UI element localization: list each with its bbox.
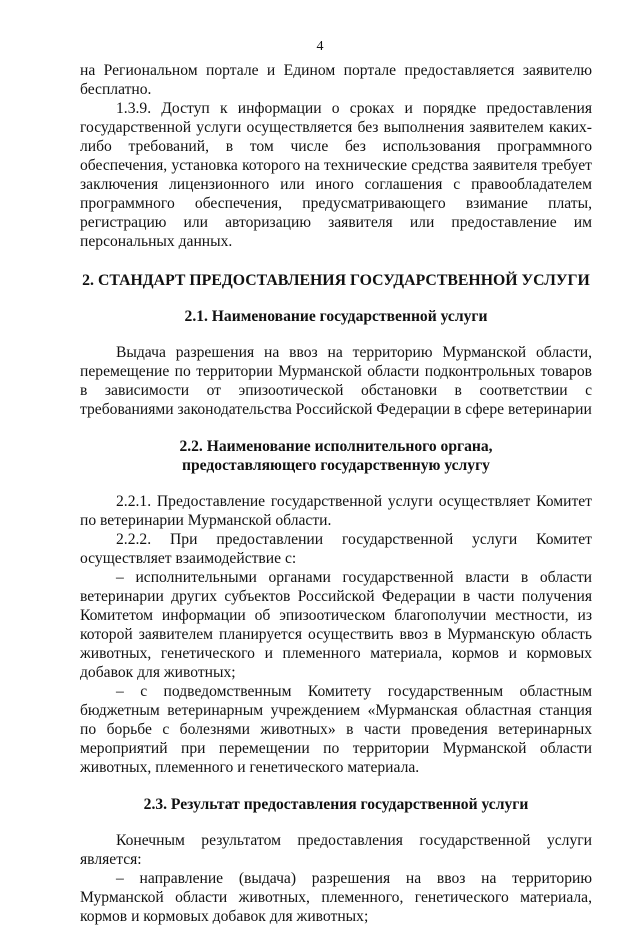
paragraph-2-2-2: 2.2.2. При предоставлении государственной услуги Комитет осуществляет взаимодействие с: bbox=[80, 531, 592, 567]
list-item-executive-bodies: – исполнительными органами государственной власти в области ветеринарии других субъектов Российской Федерации в части получения Комитетом информации об эпизоотическом благополучии местности, из которой заявителем планируется осуществить ввоз в Мурманскую область животных, генетического и племенного материала, кормов и кормовых добавок для животных; bbox=[80, 569, 592, 681]
paragraph-2-2-1: 2.2.1. Предоставление государственной услуги осуществляет Комитет по ветеринарии Мурманской области. bbox=[80, 493, 592, 529]
page-number: 4 bbox=[316, 39, 324, 54]
section-2-2-heading-line-2: предоставляющего государственную услугу bbox=[182, 457, 490, 474]
section-2-1-heading: 2.1. Наименование государственной услуги bbox=[184, 308, 488, 325]
paragraph-2-1: Выдача разрешения на ввоз на территорию Мурманской области, перемещение по территории Мурманской области подконтрольных товаров в зависимости от эпизоотической обстановки в соответствии с требованиями законодательства Российской Федерации в сфере ветеринарии bbox=[80, 344, 592, 418]
section-2-heading: 2. СТАНДАРТ ПРЕДОСТАВЛЕНИЯ ГОСУДАРСТВЕННОЙ УСЛУГИ bbox=[82, 272, 590, 289]
paragraph-1-3-9: 1.3.9. Доступ к информации о сроках и порядке предоставления государственной услуги осуществляется без выполнения заявителем каких-либо требований, в том числе без использования программного обеспечения, установка которого на технические средства заявителя требует заключения лицензионного или иного соглашения с правообладателем программного обеспечения, предусматривающего взимание платы, регистрацию или авторизацию заявителя или предоставление им персональных данных. bbox=[80, 100, 592, 250]
document-body bbox=[80, 61, 592, 926]
paragraph-intro: на Региональном портале и Едином портале предоставляется заявителю бесплатно. bbox=[80, 62, 592, 98]
section-2-2-heading bbox=[80, 437, 592, 475]
list-item-permit-issuance: – направление (выдача) разрешения на ввоз на территорию Мурманской области животных, племенного, генетического материала, кормов и кормовых добавок для животных; bbox=[80, 870, 592, 925]
section-2-3-heading: 2.3. Результат предоставления государственной услуги bbox=[143, 796, 529, 813]
paragraph-2-3-intro: Конечным результатом предоставления государственной услуги является: bbox=[80, 832, 592, 868]
list-item-veterinary-station: – с подведомственным Комитету государственным областным бюджетным ветеринарным учреждением «Мурманская областная станция по борьбе с болезнями животных» в части проведения ветеринарных мероприятий при перемещении по территории Мурманской области животных, племенного и генетического материала. bbox=[80, 683, 592, 776]
section-2-2-heading-line-1: 2.2. Наименование исполнительного органа, bbox=[179, 438, 493, 455]
